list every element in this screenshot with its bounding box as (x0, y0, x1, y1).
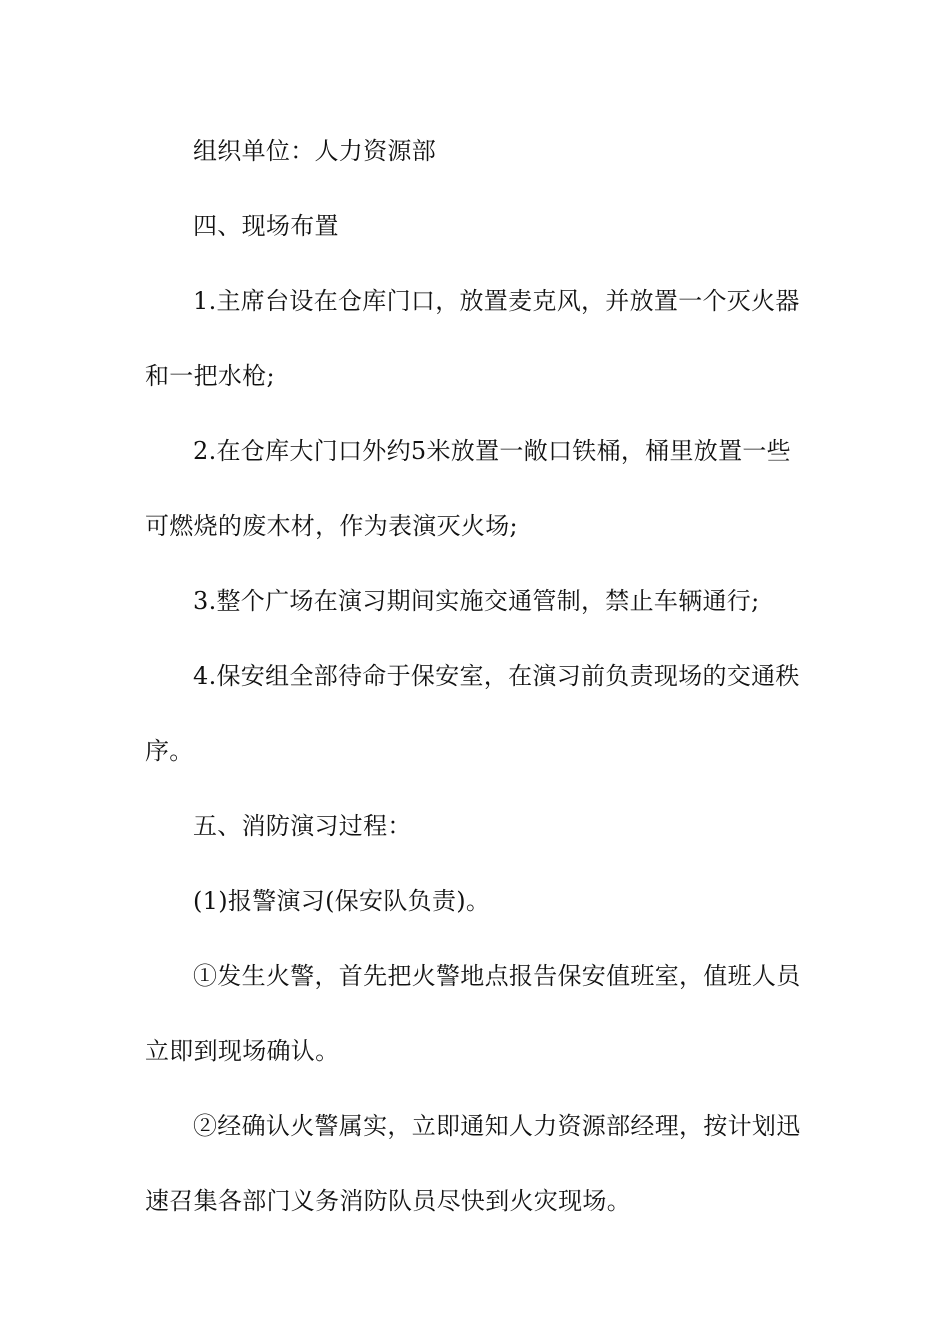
paragraph-step-1: ①发生火警，首先把火警地点报告保安值班室，值班人员立即到现场确认。 (145, 962, 801, 1065)
heading-section-four: 四、现场布置 (193, 212, 339, 240)
paragraph-item-3: 3.整个广场在演习期间实施交通管制，禁止车辆通行; (193, 587, 760, 615)
paragraph-item-4: 4.保安组全部待命于保安室，在演习前负责现场的交通秩序。 (145, 662, 800, 765)
subheading-alarm-drill: (1)报警演习(保安队负责)。 (193, 887, 491, 915)
paragraph-organizer: 组织单位：人力资源部 (193, 137, 436, 165)
paragraph-step-2: ②经确认火警属实，立即通知人力资源部经理，按计划迅速召集各部门义务消防队员尽快到火灾现场。 (145, 1112, 801, 1215)
heading-section-five: 五、消防演习过程： (193, 812, 412, 840)
paragraph-item-2: 2.在仓库大门口外约5米放置一敞口铁桶，桶里放置一些可燃烧的废木材，作为表演灭火场; (145, 437, 791, 540)
paragraph-item-1: 1.主席台设在仓库门口，放置麦克风，并放置一个灭火器和一把水枪; (145, 287, 800, 390)
